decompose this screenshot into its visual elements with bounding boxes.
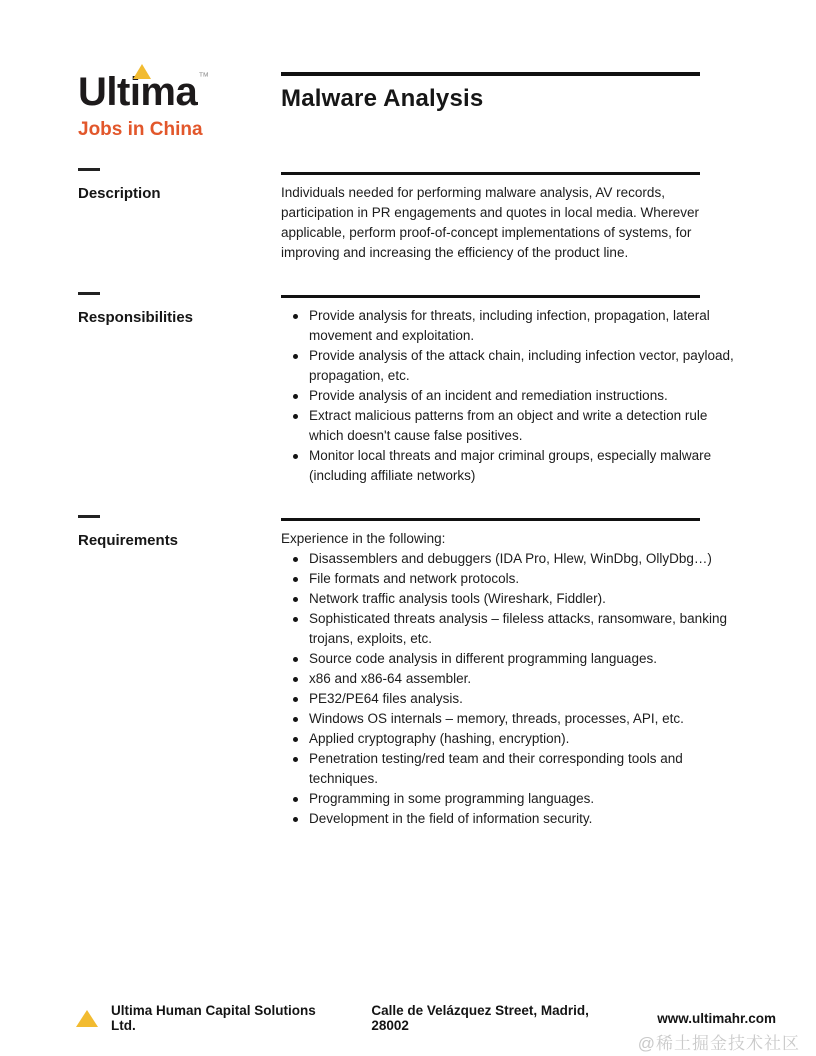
section-label-text: Responsibilities: [78, 309, 194, 326]
bullet-marker: [293, 657, 298, 662]
bullet-marker: [293, 577, 298, 582]
bullet-text: Network traffic analysis tools (Wireshark, Fiddler).: [309, 591, 606, 606]
section-label-description: [78, 168, 268, 202]
bullet-marker: [293, 414, 298, 419]
bullet-text: Provide analysis for threats, including infection, propagation, lateral movement and exploitation.: [309, 308, 710, 343]
bullet-text: Monitor local threats and major criminal groups, especially malware (including affiliate networks): [309, 448, 712, 483]
bullet-text: Provide analysis of an incident and remediation instructions.: [309, 388, 668, 403]
list-item: [293, 789, 737, 809]
footer-triangle-icon: [76, 1010, 98, 1027]
bullet-text: File formats and network protocols.: [309, 571, 520, 586]
brand-tagline: Jobs in China: [78, 119, 203, 140]
bullet-marker: [293, 354, 298, 359]
bullet-marker: [293, 454, 298, 459]
section-rule: [281, 518, 700, 521]
list-item: [293, 709, 737, 729]
bullet-text: Penetration testing/red team and their corresponding tools and techniques.: [309, 751, 683, 786]
list-item: [293, 446, 737, 486]
title-block: [281, 72, 700, 113]
section-dash: [78, 292, 100, 295]
bullet-text: Development in the field of information security.: [309, 811, 593, 826]
brand-logo: [78, 62, 278, 141]
bullet-text: PE32/PE64 files analysis.: [309, 691, 463, 706]
bullet-marker: [293, 557, 298, 562]
bullet-marker: [293, 617, 298, 622]
section-content-description: [281, 172, 737, 263]
list-item: [293, 689, 737, 709]
logo-text: Ultima: [78, 70, 198, 114]
bullet-marker: [293, 757, 298, 762]
list-item: [293, 346, 737, 386]
list-item: [293, 386, 737, 406]
section-content-requirements: [281, 518, 737, 829]
bullet-marker: [293, 697, 298, 702]
requirements-intro: Experience in the following:: [281, 531, 446, 546]
list-item: [293, 749, 737, 789]
bullet-text: Windows OS internals – memory, threads, processes, API, etc.: [309, 711, 684, 726]
list-item: [293, 729, 737, 749]
bullet-marker: [293, 597, 298, 602]
bullet-text: Extract malicious patterns from an object and write a detection rule which doesn't cause false positives.: [309, 408, 708, 443]
title-rule: [281, 72, 700, 76]
list-item: [293, 669, 737, 689]
bullet-marker: [293, 677, 298, 682]
section-content-responsibilities: [281, 295, 737, 486]
bullet-marker: [293, 717, 298, 722]
list-item: [293, 569, 737, 589]
section-label-responsibilities: [78, 292, 268, 326]
requirements-list: [281, 549, 737, 829]
section-label-text: Description: [78, 185, 161, 202]
watermark: @稀土掘金技术社区: [637, 1034, 800, 1053]
bullet-text: Programming in some programming languages.: [309, 791, 595, 806]
bullet-marker: [293, 737, 298, 742]
bullet-text: Source code analysis in different programming languages.: [309, 651, 657, 666]
logo-triangle-icon: [133, 64, 151, 79]
footer-company: Ultima Human Capital Solutions Ltd.: [111, 1003, 316, 1033]
list-item: [293, 406, 737, 446]
list-item: [293, 809, 737, 829]
bullet-marker: [293, 394, 298, 399]
section-rule: [281, 295, 700, 298]
list-item: [293, 549, 737, 569]
section-rule: [281, 172, 700, 175]
section-dash: [78, 168, 100, 171]
section-label-requirements: [78, 515, 268, 549]
bullet-marker: [293, 817, 298, 822]
bullet-text: x86 and x86-64 assembler.: [309, 671, 472, 686]
bullet-text: Sophisticated threats analysis – fileless attacks, ransomware, banking trojans, exploits, etc.: [309, 611, 727, 646]
responsibilities-list: [281, 306, 737, 486]
bullet-text: Provide analysis of the attack chain, including infection vector, payload, propagation, etc.: [309, 348, 734, 383]
page-title: Malware Analysis: [281, 85, 484, 112]
bullet-text: Disassemblers and debuggers (IDA Pro, Hlew, WinDbg, OllyDbg…): [309, 551, 712, 566]
list-item: [293, 306, 737, 346]
trademark-mark: ™: [198, 71, 210, 83]
section-dash: [78, 515, 100, 518]
section-label-text: Requirements: [78, 532, 179, 549]
footer-address: Calle de Velázquez Street, Madrid, 28002: [371, 1003, 589, 1033]
bullet-marker: [293, 314, 298, 319]
list-item: [293, 609, 737, 649]
description-paragraph: Individuals needed for performing malware analysis, AV records, participation in PR engagements and quotes in local media. Wherever applicable, perform proof-of-concept implementations of systems, for improving and increasing the efficiency of the product line.: [281, 185, 699, 260]
footer-website: www.ultimahr.com: [657, 1010, 777, 1026]
bullet-text: Applied cryptography (hashing, encryption).: [309, 731, 570, 746]
list-item: [293, 589, 737, 609]
bullet-marker: [293, 797, 298, 802]
list-item: [293, 649, 737, 669]
